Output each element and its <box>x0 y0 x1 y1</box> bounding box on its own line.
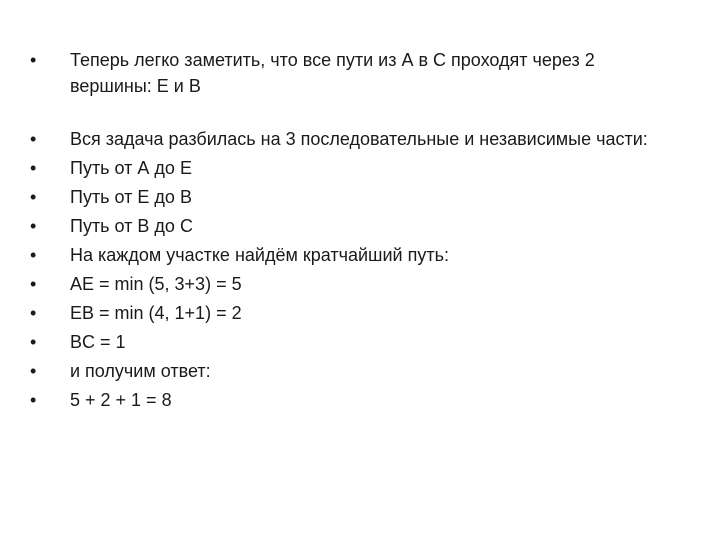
bullet-dot: • <box>30 216 37 236</box>
bullet-item <box>28 212 688 241</box>
bullet-item <box>28 357 688 386</box>
bullet-dot: • <box>30 50 37 70</box>
bullet-text: 5 + 2 + 1 = 8 <box>70 390 172 410</box>
bullet-text: Вся задача разбилась на 3 последовательные и независимые части: <box>70 129 648 149</box>
bullet-item <box>28 386 688 415</box>
bullet-text: Путь от А до Е <box>70 158 192 178</box>
bullet-item <box>28 270 688 299</box>
bullet-item <box>28 183 688 212</box>
bullet-text: AE = min (5, 3+3) = 5 <box>70 274 242 294</box>
bullet-dot: • <box>30 129 37 149</box>
bullet-item <box>28 125 688 154</box>
bullet-item <box>28 328 688 357</box>
bullet-text: EB = min (4, 1+1) = 2 <box>70 303 242 323</box>
bullet-dot: • <box>30 187 37 207</box>
bullet-dot: • <box>30 390 37 410</box>
bullet-dot: • <box>30 274 37 294</box>
bullet-dot: • <box>30 158 37 178</box>
bullet-list <box>28 47 688 415</box>
bullet-dot: • <box>30 303 37 323</box>
bullet-text: Путь от Е до В <box>70 187 192 207</box>
bullet-item <box>28 299 688 328</box>
bullet-text: Путь от В до С <box>70 216 193 236</box>
bullet-dot: • <box>30 332 37 352</box>
bullet-text: и получим ответ: <box>70 361 211 381</box>
bullet-dot: • <box>30 245 37 265</box>
bullet-text: BC = 1 <box>70 332 126 352</box>
bullet-text: Теперь легко заметить, что все пути из А в С проходят через 2 вершины: Е и В <box>70 50 595 96</box>
bullet-text: На каждом участке найдём кратчайший путь: <box>70 245 449 265</box>
bullet-item <box>28 241 688 270</box>
bullet-item <box>28 154 688 183</box>
bullet-item <box>28 47 688 99</box>
bullet-dot: • <box>30 361 37 381</box>
